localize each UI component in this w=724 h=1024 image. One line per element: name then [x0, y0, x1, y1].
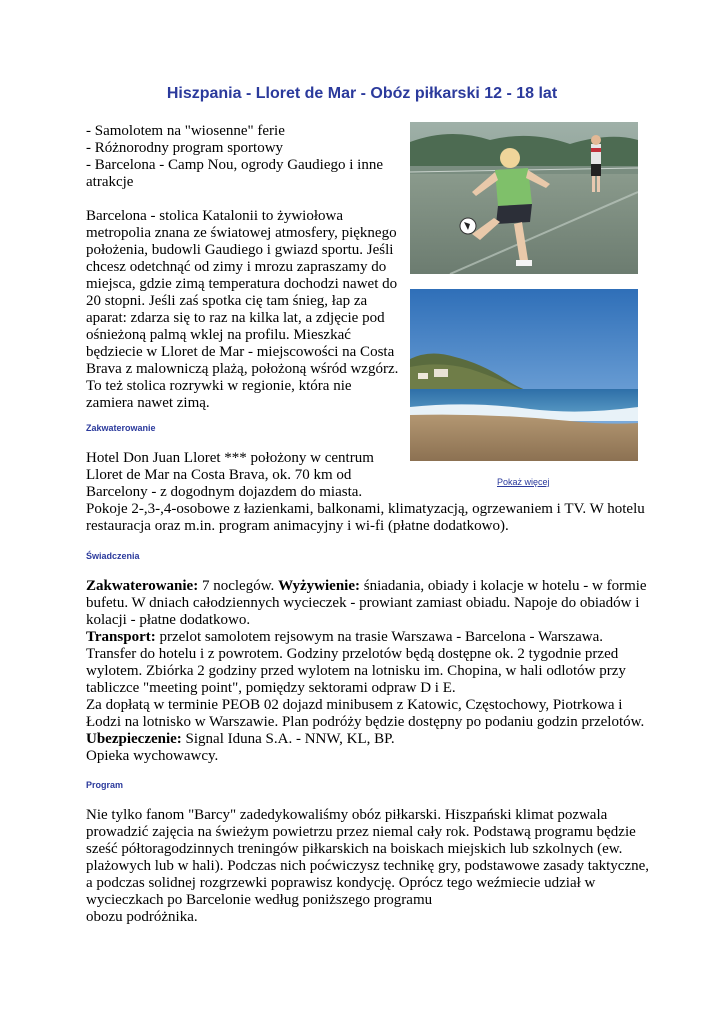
paragraph-line: chcesz odetchnąć od zimy i mrozu zapraszamy do [86, 259, 387, 275]
program-line: prowadzić zajęcia na świeżym powietrzu przez niemal cały rok. Podstawą programu będzie [86, 824, 636, 840]
accommodation-text [86, 450, 645, 535]
accommodation-heading: Zakwaterowanie [86, 423, 156, 433]
program-heading: Program [86, 780, 124, 790]
paragraph-line: Barcelona - stolica Katalonii to żywiołowa [86, 208, 343, 224]
bullet-line: atrakcje [86, 174, 134, 190]
services-line: Łodzi na lotnisko w Warszawie. Plan podróży będzie dostępny po podaniu godzin przelotów. [86, 714, 645, 730]
bullet-line: - Różnorodny program sportowy [86, 140, 284, 156]
services-heading: Świadczenia [86, 551, 140, 561]
services-line: Opieka wychowawcy. [86, 748, 219, 764]
paragraph-line: metropolia znana ze światowej atmosfery, pięknego [86, 225, 397, 241]
program-text [86, 807, 649, 926]
services-line: wylotem. Zbiórka 2 godziny przed wylotem na lotnisku im. Chopina, w hali odlotów przy [86, 663, 626, 679]
services-line: Transport: przelot samolotem rejsowym na trasie Warszawa - Barcelona - Warszawa. [86, 629, 604, 645]
paragraph-line: aparat: zdarza się to raz na kilka lat, a zdjęcie pod [86, 310, 385, 326]
program-line: a podczas solidnej rozgrzewki poprawisz kondycję. Oprócz tego weźmiecie udział w [86, 875, 596, 891]
text-line: Pokoje 2-,3-,4-osobowe z łazienkami, balkonami, klimatyzacją, ogrzewaniem i TV. W hotelu [86, 501, 645, 517]
paragraph-line: 20 stopni. Jeśli zaś spotka cię tam śnieg, łap za [86, 293, 368, 309]
paragraph-line: miejsca, gdzie zimą temperatura dochodzi nawet do [86, 276, 398, 292]
paragraph-line: Brava z malowniczą plażą, położoną wśród wzgórz. [86, 361, 399, 377]
label-accommodation: Zakwaterowanie: [86, 578, 199, 594]
label-meals: Wyżywienie: [278, 578, 360, 594]
bullet-line: - Samolotem na "wiosenne" ferie [86, 123, 285, 139]
program-line: sześć półtoragodzinnych treningów piłkarskich na boiskach miejskich lub szkolnych (ew. [86, 841, 623, 857]
text-line: Hotel Don Juan Lloret *** położony w centrum [86, 450, 374, 466]
intro-bullets [86, 123, 383, 191]
program-line: plażowych lub w hali). Podczas nich poćwiczysz technikę gry, podstawowe zasady taktyczne, [86, 858, 649, 874]
paragraph-line: ośnieżoną palmą wklej na profilu. Mieszkać [86, 327, 351, 343]
services-line: tabliczce "meeting point", pomiędzy sektorami odpraw D i E. [86, 680, 456, 696]
page-title: Hiszpania - Lloret de Mar - Obóz piłkarski 12 - 18 lat [166, 85, 558, 102]
services-line: bufetu. W dniach całodziennych wycieczek - prowiant zamiast obiadu. Napoje do obiadów i [86, 595, 640, 611]
paragraph-line: położenia, budowli Gaudiego i gwiazd sportu. Jeśli [86, 242, 394, 258]
label-insurance: Ubezpieczenie: [86, 731, 182, 747]
services-line: Zakwaterowanie: 7 noclegów. Wyżywienie: śniadania, obiady i kolacje w hotelu - w formie [86, 578, 647, 594]
program-line: wycieczkach po Barcelonie według poniższego programu [86, 892, 433, 908]
label-transport: Transport: [86, 629, 156, 645]
services-line: Za dopłatą w terminie PEOB 02 dojazd minibusem z Katowic, Częstochowy, Piotrkowa i [86, 697, 623, 713]
paragraph-line: To też stolica rozrywki w regionie, która nie [86, 378, 352, 394]
football-photo [410, 122, 638, 274]
paragraph-line: zamiera nawet zimą. [86, 395, 210, 411]
services-line: Transfer do hotelu i z powrotem. Godziny przelotów będą dostępne ok. 2 tygodnie przed [86, 646, 619, 662]
services-line: Ubezpieczenie: Signal Iduna S.A. - NNW, KL, BP. [86, 731, 395, 747]
intro-paragraph [86, 208, 398, 412]
show-more-link[interactable]: Pokaż więcej [497, 477, 550, 487]
text-line: restauracja oraz m.in. program animacyjny i wi-fi (płatne dodatkowo). [86, 518, 509, 534]
services-line: kolacji - płatne dodatkowo. [86, 612, 251, 628]
text-line: Barcelony - z dogodnym dojazdem do miasta. [86, 484, 363, 500]
program-line: Nie tylko fanom "Barcy" zadedykowaliśmy obóz piłkarski. Hiszpański klimat pozwala [86, 807, 608, 823]
program-line: obozu podróżnika. [86, 909, 198, 925]
paragraph-line: będziecie w Lloret de Mar - miejscowości na Costa [86, 344, 395, 360]
text-line: Lloret de Mar na Costa Brava, ok. 70 km od [86, 467, 352, 483]
beach-photo [410, 289, 638, 461]
services-text [86, 578, 647, 765]
bullet-line: - Barcelona - Camp Nou, ogrody Gaudiego i inne [86, 157, 384, 173]
